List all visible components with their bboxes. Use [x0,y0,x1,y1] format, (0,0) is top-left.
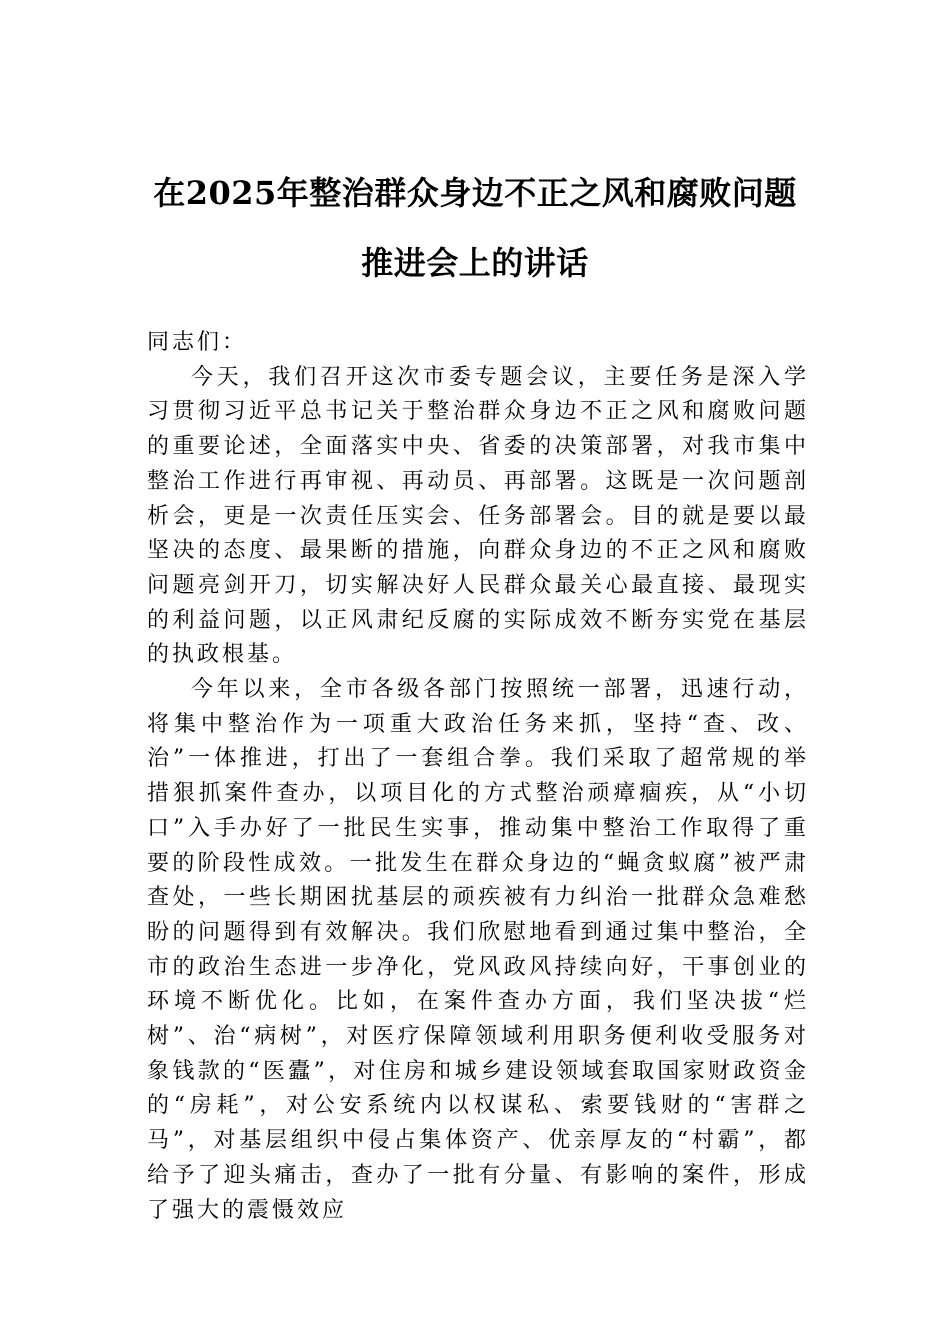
document-body [147,326,809,1228]
paragraph-2: 今年以来，全市各级各部门按照统一部署，迅速行动，将集中整治作为一项重大政治任务来抓，坚持“查、改、治”一体推进，打出了一套组合拳。我们采取了超常规的举措狠抓案件查办，以项目化的方式整治顽瘴痼疾，从“小切口”入手办好了一批民生实事，推动集中整治工作取得了重要的阶段性成效。一批发生在群众身边的“蝇贪蚁腐”被严肃查处，一些长期困扰基层的顽疾被有力纠治一批群众急难愁盼的问题得到有效解决。我们欣慰地看到通过集中整治，全市的政治生态进一步净化，党风政风持续向好，干事创业的环境不断优化。比如，在案件查办方面，我们坚决拔“烂树”、治“病树”，对医疗保障领域利用职务便利收受服务对象钱款的“医蠹”，对住房和城乡建设领域套取国家财政资金的“房耗”，对公安系统内以权谋私、索要钱财的“害群之马”，对基层组织中侵占集体资产、优亲厚友的“村霸”，都给予了迎头痛击，查办了一批有分量、有影响的案件，形成了强大的震慑效应 [147,677,809,1223]
document-title: 在2025年整治群众身边不正之风和腐败问题推进会上的讲话 [153,174,797,282]
paragraph-1: 今天，我们召开这次市委专题会议，主要任务是深入学习贯彻习近平总书记关于整治群众身边不正之风和腐败问题的重要论述，全面落实中央、省委的决策部署，对我市集中整治工作进行再审视、再动员、再部署。这既是一次问题剖析会，更是一次责任压实会、任务部署会。目的就是要以最坚决的态度、最果断的措施，向群众身边的不正之风和腐败问题亮剑开刀，切实解决好人民群众最关心最直接、最现实的利益问题，以正风肃纪反腐的实际成效不断夯实党在基层的执政根基。 [147,364,809,668]
salutation: 同志们： [147,330,248,355]
